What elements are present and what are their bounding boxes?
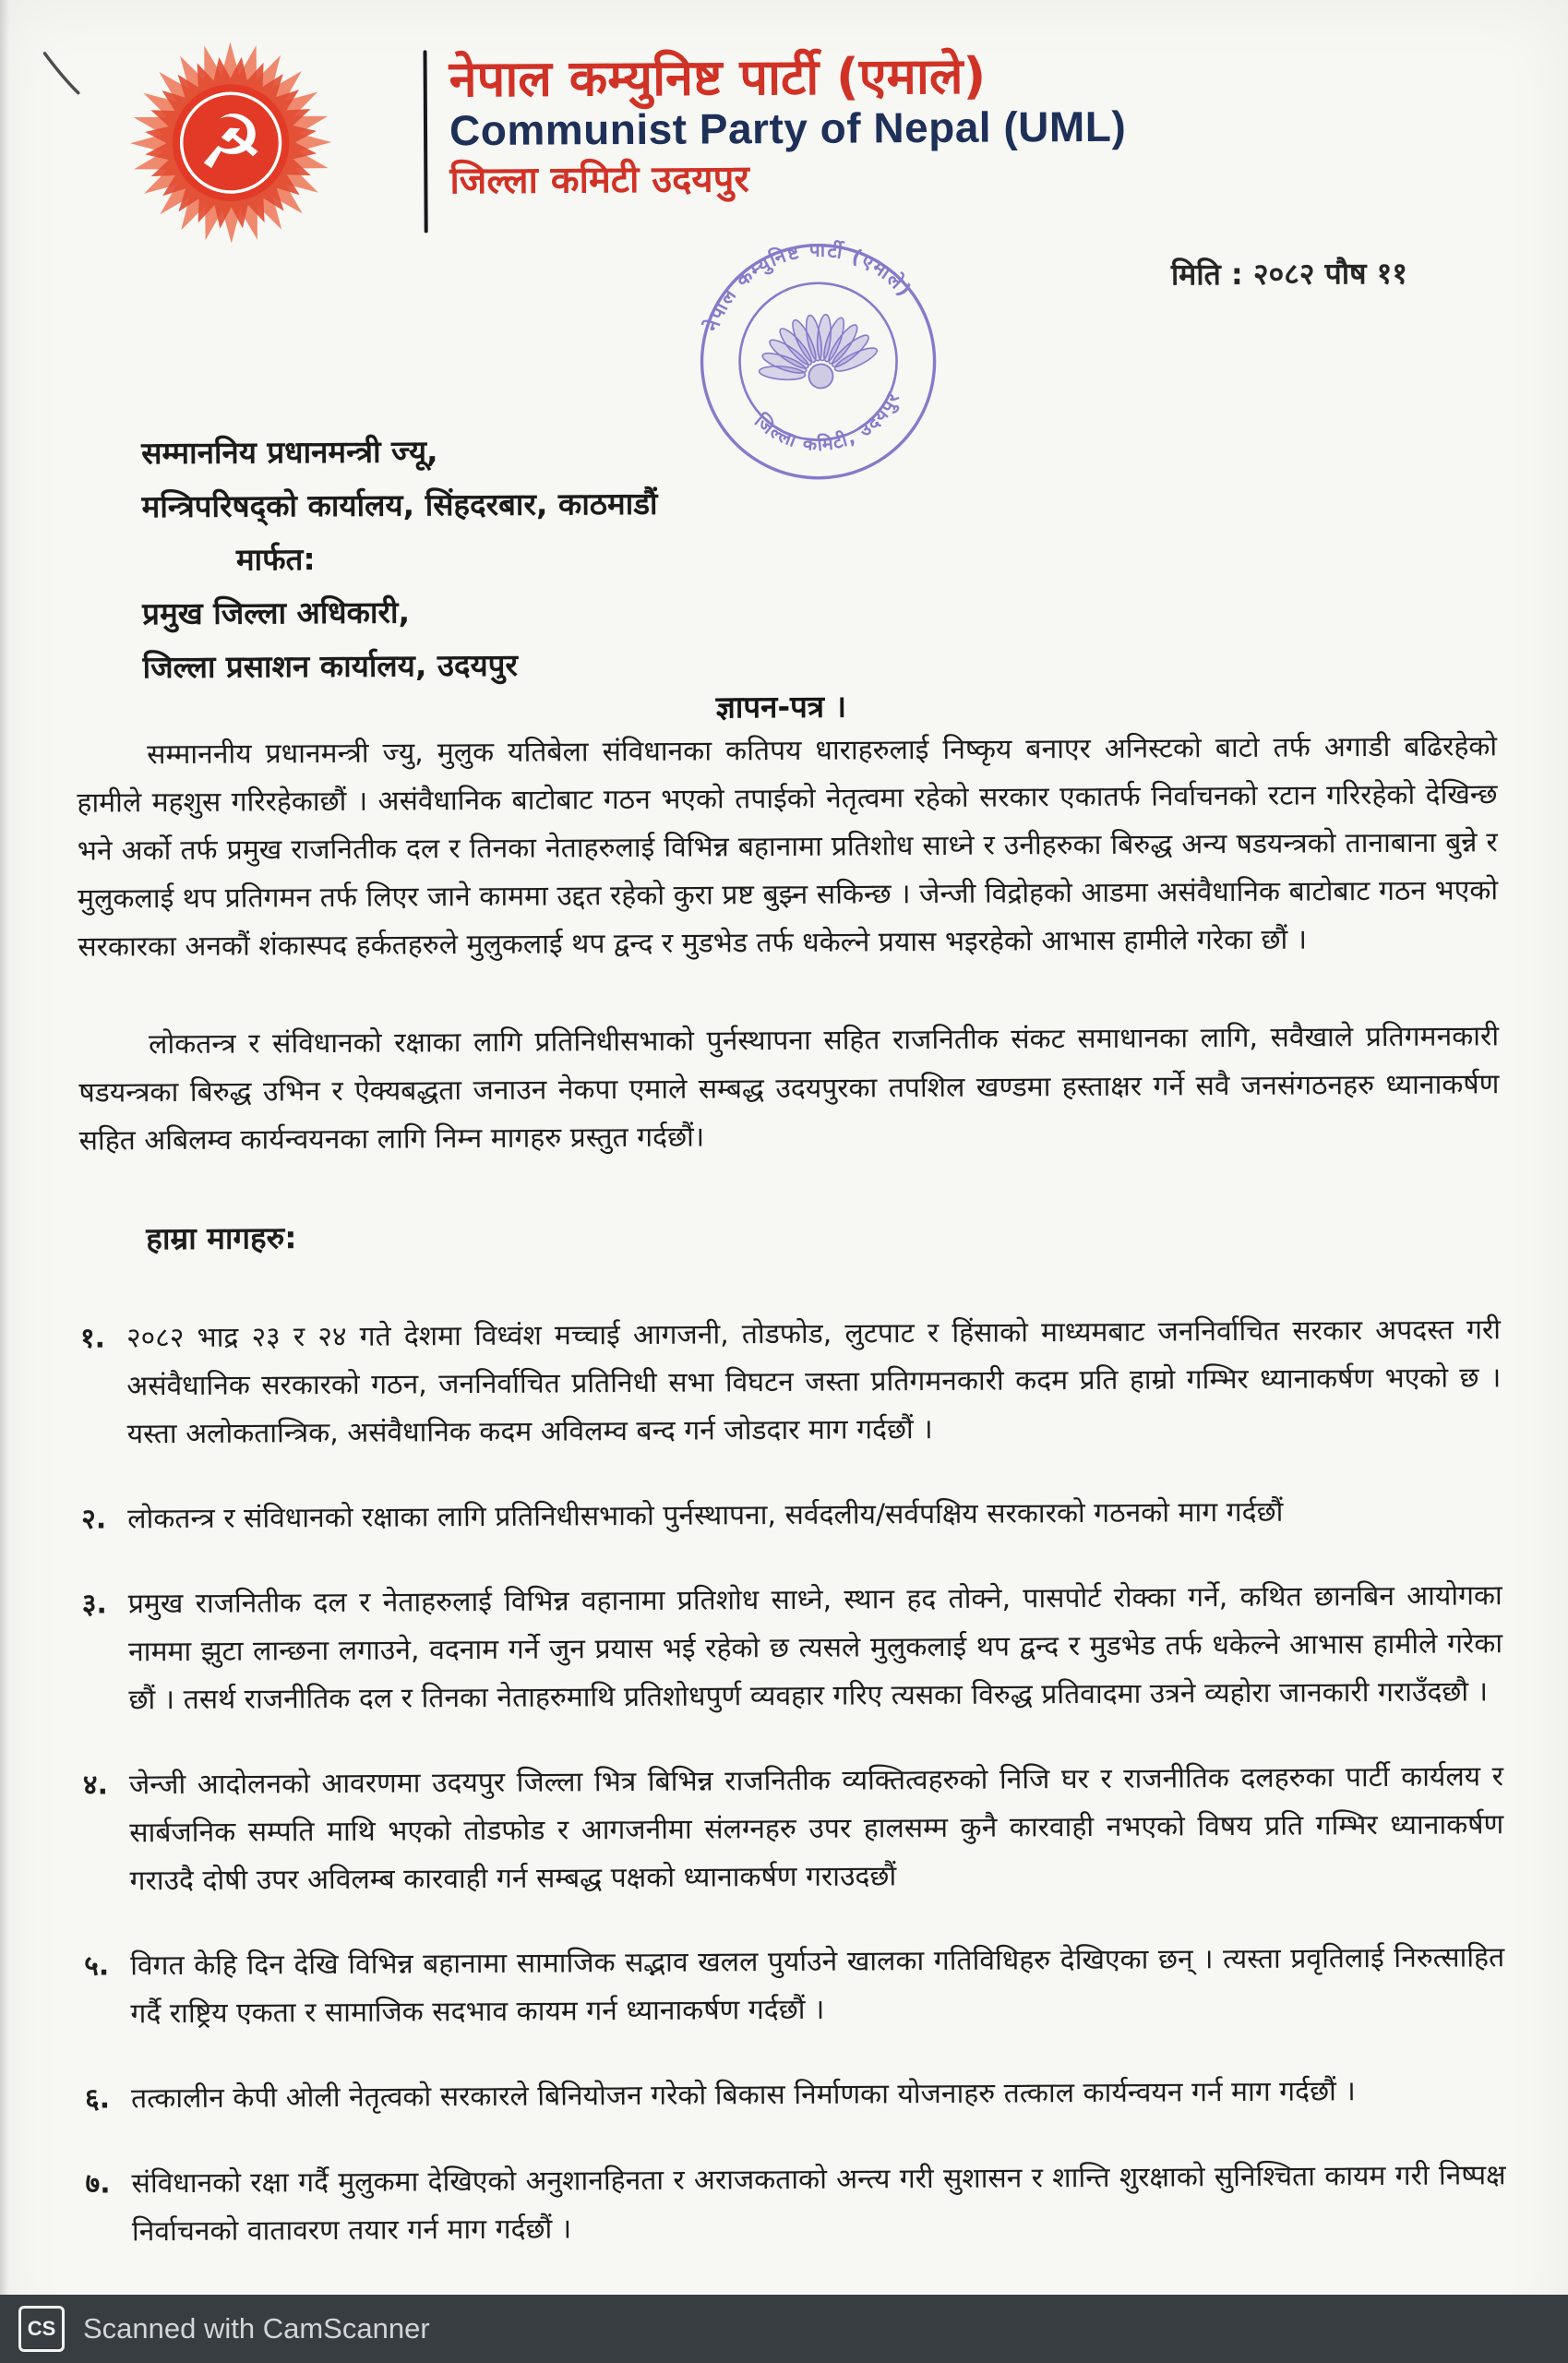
demand-number: ६. [84, 2082, 111, 2116]
stamp-arc-bottom-text: जिल्ला कमिटी, उदयपुर [750, 388, 904, 456]
recipient-cdo: प्रमुख जिल्ला अधिकारी, [142, 594, 411, 632]
header-divider [424, 50, 428, 233]
letter-date: मिति : २०८२ पौष ११ [1170, 255, 1408, 293]
recipient-block [141, 424, 659, 694]
demand-item [83, 1753, 1504, 1905]
camscanner-watermark-text: Scanned with CamScanner [83, 2312, 430, 2345]
demand-text: लोकतन्त्र र संविधानको रक्षाका लागि प्रतिनिधीसभाको पुर्नस्थापना, सर्वदलीय/सर्वपक्षिय सरकारको गठनको माग गर्दछौं [127, 1495, 1284, 1536]
party-name-nepali: नेपाल कम्युनिष्ट पार्टी (एमाले) [449, 46, 987, 109]
paragraph: लोकतन्त्र र संविधानको रक्षाका लागि प्रतिनिधीसभाको पुर्नस्थापना सहित राजनितीक संकट समाधानका लागि, सवैखाले प्रतिगमनकारी षडयन्त्रका बिरुद्ध उभिन र ऐक्यबद्धता जनाउन नेकपा एमाले सम्बद्ध उदयपुरका तपशिल खण्डमा हस्ताक्षर गर्ने सवै जनसंगठनहरु ध्यानाकर्षण सहित अबिलम्व कार्यन्वयनका लागि निम्न मागहरु प्रस्तुत गर्दछौं। [78, 1020, 1500, 1158]
via-label: मार्फत: [235, 541, 316, 578]
paragraph: सम्माननीय प्रधानमन्त्री ज्यु, मुलुक यतिबेला संविधानका कतिपय धाराहरुलाई निष्कृय बनाएर अनिस्टको बाटो तर्फ अगाडी बढिरहेको हामीले महशुस गरिरहेकाछौं । असंवैधानिक बाटोबाट गठन भएको तपाईको नेतृत्वमा रहेको सरकार एकातर्फ निर्वाचनको रटान गरिरहेको देखिन्छ भने अर्को तर्फ प्रमुख राजनितीक दल र तिनका नेताहरुलाई विभिन्न बहानामा प्रतिशोध साध्ने र उनीहरुका बिरुद्ध अन्य षडयन्त्रको तानाबाना बुन्ने र मुलुकलाई थप प्रतिगमन तर्फ लिएर जाने काममा उद्दत रहेको कुरा प्रष्ट बुझ्न सकिन्छ । जेन्जी विद्रोहको आडमा असंवैधानिक बाटोबाट गठन भएको सरकारका अनकौं शंकास्पद हर्कतहरुले मुलुकलाई थप द्वन्द र मुडभेड तर्फ धकेल्ने प्रयास भइरहेको आभास हामीले गरेका छौं । [77, 730, 1499, 964]
recipient-dao: जिल्ला प्रसाशन कार्यालय, उदयपुर [142, 646, 519, 686]
demand-text: जेन्जी आदोलनको आवरणमा उदयपुर जिल्ला भित्र बिभिन्न राजनितीक व्यक्तित्वहरुको निजि घर र राजनीतिक दलहरुका पार्टी कार्यलय र सार्बजनिक सम्पति माथि भएको तोडफोड र आगजनीमा संलग्नहरु उपर हालसम्म कुनै कारवाही नभएको विषय प्रति गम्भिर ध्यानाकर्षण गराउदै दोषी उपर अविलम्ब कारवाही गर्न सम्बद्ध पक्षको ध्यानाकर्षण गराउदछौं [128, 1760, 1504, 1898]
demand-item [84, 1934, 1505, 2038]
stamp-fan-emblem [749, 305, 883, 400]
camscanner-logo-icon: CS [18, 2306, 65, 2352]
committee-line: जिल्ला कमिटी उदयपुर [449, 158, 749, 203]
demand-number: ५. [84, 1949, 110, 1983]
hammer-sickle-glyph: ☭ [197, 99, 265, 187]
demand-item [81, 1487, 1502, 1543]
demand-text: २०८२ भाद्र २३ र २४ गते देशमा विध्वंश मच्चाई आगजनी, तोडफोड, लुटपाट र हिंसाको माध्यमबाट जननिर्वाचित सरकार अपदस्त गरी असंवैधानिक सरकारको गठन, जननिर्वाचित प्रतिनिधी सभा विघटन जस्ता प्रतिगमनकारी कदम प्रति हाम्रो गम्भिर ध्यानाकर्षण भएको छ । यस्ता अलोकतान्त्रिक, असंवैधानिक कदम अविलम्व बन्द गर्न जोडदार माग गर्दछौं । [126, 1313, 1502, 1451]
recipient-honorific: सम्माननिय प्रधानमन्त्री ज्यू, [141, 433, 438, 472]
party-round-stamp [675, 218, 963, 506]
demand-item [80, 1306, 1502, 1458]
demand-item [85, 2067, 1505, 2123]
demands-heading: हाम्रा मागहरु: [146, 1219, 297, 1257]
demand-item [85, 2152, 1506, 2256]
letterhead-text [449, 37, 1126, 204]
demand-text: प्रमुख राजनितीक दल र नेताहरुलाई विभिन्न वहानामा प्रतिशोध साध्ने, स्थान हद तोक्ने, पासपोर्ट रोक्का गर्ने, कथित छानबिन आयोगका नाममा झुटा लान्छना लगाउने, वदनाम गर्ने जुन प्रयास भई रहेको छ त्यसले मुलुकलाई थप द्वन्द र मुडभेड तर्फ धकेल्ने आभास हामीले गरेका छौं । तसर्थ राजनीतिक दल र तिनका नेताहरुमाथि प्रतिशोधपुर्ण व्यवहार गरिए त्यसका विरुद्ध प्रतिवादमा उत्रने व्यहोरा जानकारी गराउँदछौ । [127, 1579, 1503, 1717]
demand-number: ३. [81, 1588, 107, 1621]
demand-number: ७. [85, 2167, 111, 2201]
demand-number: २. [81, 1503, 107, 1536]
stamp-arc-top-text: नेपाल कम्युनिष्ट पार्टी (एमाले) [700, 238, 916, 335]
pen-mark [37, 48, 102, 113]
party-name-english: Communist Party of Nepal (UML) [449, 102, 1127, 155]
recipient-office: मन्त्रिपरिषद्को कार्यालय, सिंहदरबार, काठमाडौं [141, 485, 658, 525]
demand-text: संविधानको रक्षा गर्दै मुलुकमा देखिएको अनुशानहिनता र अराजकताको अन्त्य गरी सुशासन र शान्ति शुरक्षाको सुनिश्चिता कायम गरी निष्पक्ष निर्वाचनको वातावरण तयार गर्न माग गर्दछौं । [131, 2159, 1506, 2249]
letter-body [77, 723, 1506, 2293]
party-logo-hammer-sickle-sun-icon [129, 42, 331, 244]
demand-number: ४. [82, 1769, 109, 1802]
demand-item [82, 1572, 1503, 1724]
demand-text: तत्कालीन केपी ओली नेतृत्वको सरकारले बिनियोजन गरेको बिकास निर्माणका योजनाहरु तत्काल कार्यन्वयन गर्न माग गर्दछौं । [130, 2075, 1356, 2116]
subject-line: ज्ञापन-पत्र । [715, 688, 847, 726]
demand-number: १. [79, 1322, 106, 1355]
letterhead [129, 37, 1126, 245]
demand-text: विगत केहि दिन देखि विभिन्न बहानामा सामाजिक सद्भाव खलल पुर्याउने खालका गतिविधिहरु देखिएका छन् । त्यस्ता प्रवृतिलाई निरुत्साहित गर्दै राष्ट्रिय एकता र सामाजिक सदभाव कायम गर्न ध्यानाकर्षण गर्दछौं । [130, 1941, 1505, 2031]
camscanner-footer-bar [0, 2295, 1568, 2363]
